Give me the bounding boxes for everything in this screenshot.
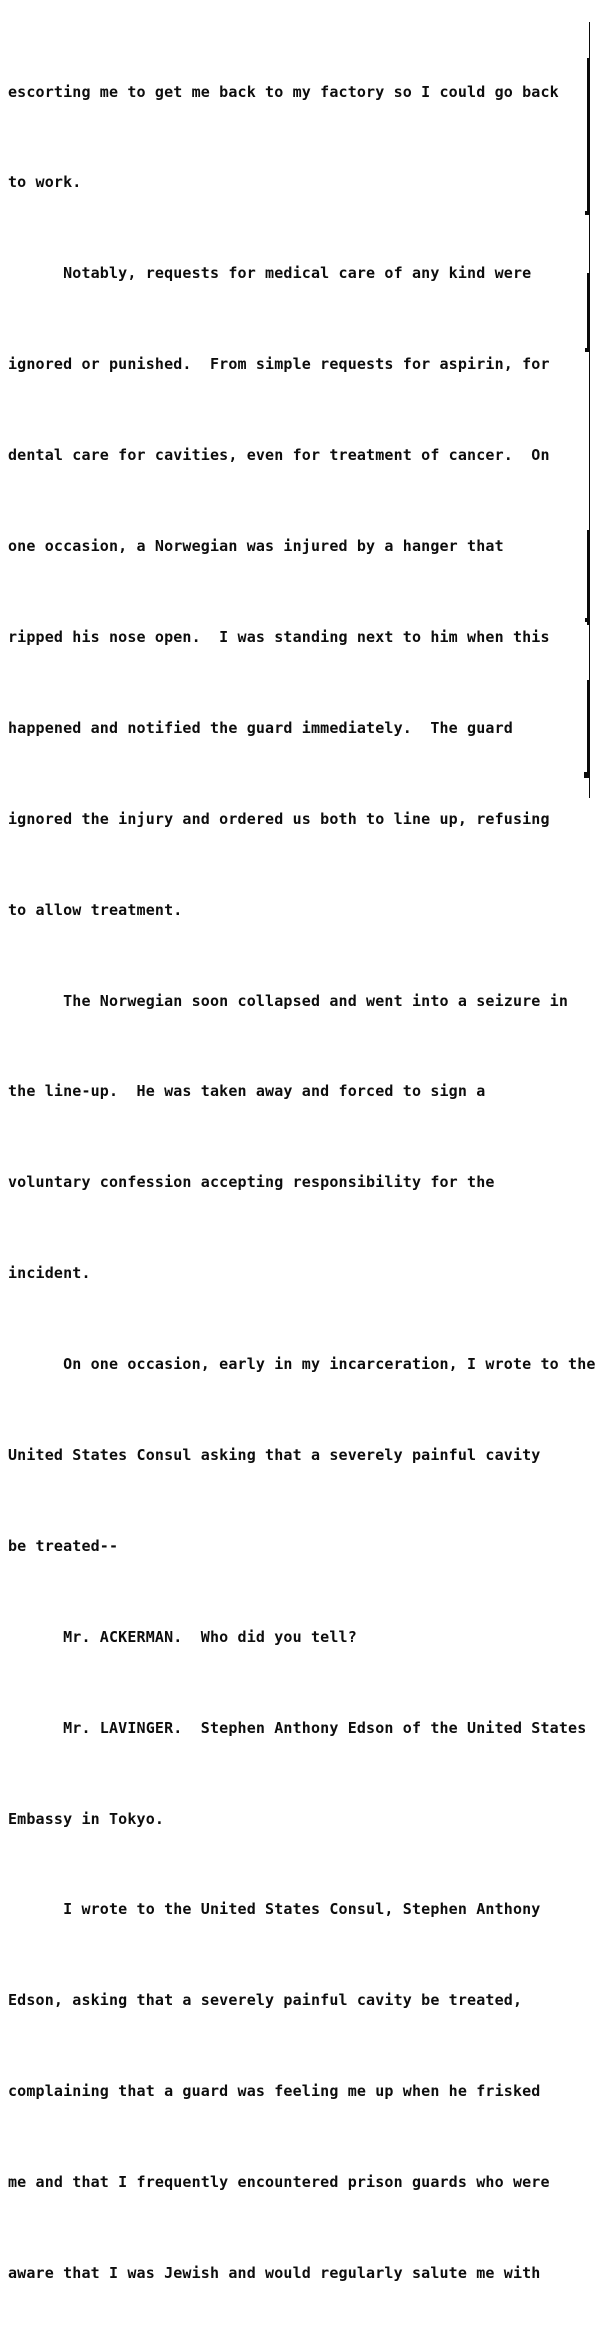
- transcript-text-block: [8, 16, 596, 2349]
- transcript-line: the line-up. He was taken away and forced to sign a: [8, 1082, 486, 1101]
- transcript-line: me and that I frequently encountered prison guards who were: [8, 2173, 550, 2192]
- scan-margin-line-segment: [589, 352, 590, 530]
- transcript-line: one occasion, a Norwegian was injured by a hanger that: [8, 537, 504, 556]
- transcript-line: On one occasion, early in my incarceration, I wrote to the: [8, 1355, 596, 1374]
- transcript-line: Mr. ACKERMAN. Who did you tell?: [8, 1627, 357, 1646]
- scan-artifact-notch: [585, 348, 588, 352]
- transcript-line: Edson, asking that a severely painful cavity be treated,: [8, 1991, 523, 2010]
- scan-margin-line-segment: [587, 680, 590, 778]
- transcript-line: happened and notified the guard immediately. The guard: [8, 718, 513, 737]
- transcript-line: Embassy in Tokyo.: [8, 1809, 165, 1828]
- transcript-line: to allow treatment.: [8, 900, 183, 919]
- transcript-line: incident.: [8, 1264, 91, 1283]
- transcript-line: be treated--: [8, 1536, 119, 1555]
- transcript-line: aware that I was Jewish and would regularly salute me with: [8, 2263, 541, 2282]
- transcript-line: Notably, requests for medical care of any kind were: [8, 264, 532, 283]
- transcript-line: dental care for cavities, even for treatment of cancer. On: [8, 446, 550, 465]
- scan-margin-line-segment: [589, 778, 590, 798]
- scan-margin-line-segment: [587, 58, 590, 215]
- scan-artifact-notch: [585, 618, 588, 622]
- transcript-line: escorting me to get me back to my factory so I could go back: [8, 82, 559, 101]
- transcript-line: United States Consul asking that a severely painful cavity: [8, 1445, 541, 1464]
- scan-margin-line-segment: [587, 273, 590, 352]
- scan-margin-line-segment: [589, 22, 590, 58]
- transcript-line: I wrote to the United States Consul, Stephen Anthony: [8, 1900, 541, 1919]
- transcript-line: ignored or punished. From simple requests for aspirin, for: [8, 355, 550, 374]
- transcript-line: ripped his nose open. I was standing next to him when this: [8, 627, 550, 646]
- transcript-line: complaining that a guard was feeling me up when he frisked: [8, 2082, 541, 2101]
- transcript-line: Mr. LAVINGER. Stephen Anthony Edson of the United States: [8, 1718, 587, 1737]
- scan-margin-line-segment: [589, 215, 590, 273]
- transcript-line: ignored the injury and ordered us both to line up, refusing: [8, 809, 550, 828]
- scan-margin-line-segment: [587, 530, 590, 625]
- transcript-line: to work.: [8, 173, 82, 192]
- transcript-line: voluntary confession accepting responsibility for the: [8, 1173, 495, 1192]
- scan-artifact-notch: [584, 772, 587, 778]
- scan-margin-line-segment: [589, 625, 590, 680]
- transcript-line: The Norwegian soon collapsed and went into a seizure in: [8, 991, 569, 1010]
- scan-artifact-notch: [585, 211, 588, 215]
